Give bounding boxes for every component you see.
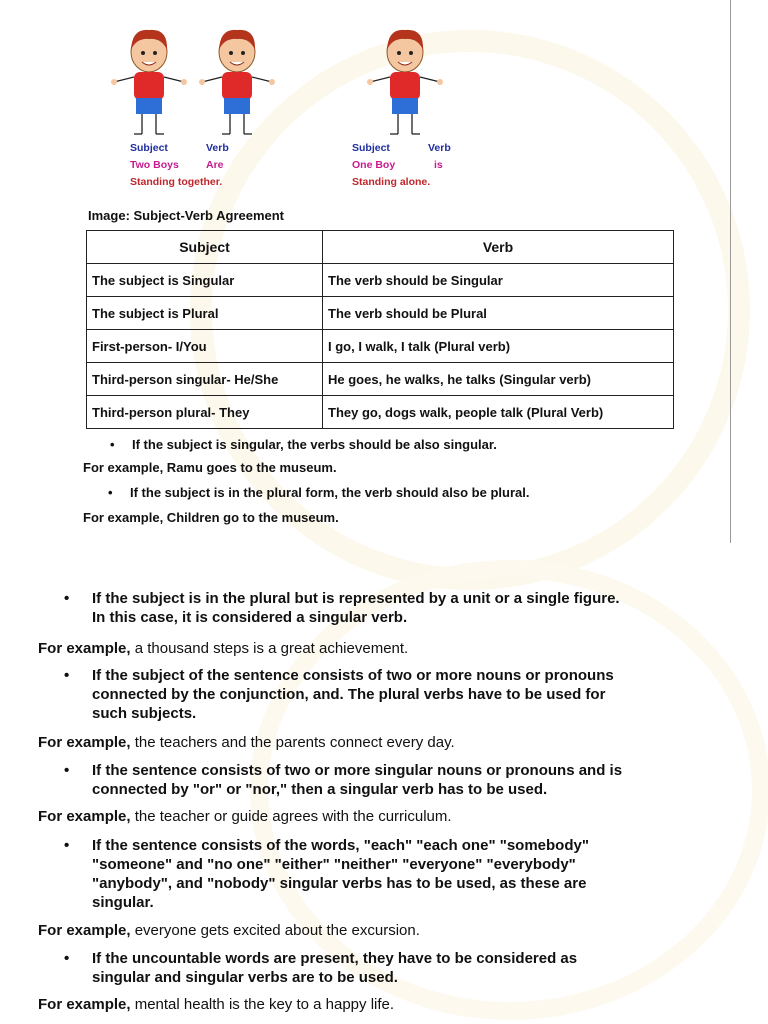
table-cell: They go, dogs walk, people talk (Plural Verb)	[323, 396, 674, 429]
table-header: Verb	[323, 231, 674, 264]
boy-illustration	[192, 22, 282, 142]
table-cell: The verb should be Singular	[323, 264, 674, 297]
table-cell: First-person- I/You	[87, 330, 323, 363]
page-edge-line	[730, 0, 731, 543]
bullet-dot-icon: •	[64, 667, 70, 684]
table-cell: Third-person plural- They	[87, 396, 323, 429]
table-cell: He goes, he walks, he talks (Singular verb)	[323, 363, 674, 396]
rule-example: For example, the teachers and the parents connect every day.	[38, 734, 455, 751]
left-illustration-caption	[130, 140, 229, 191]
table-row	[87, 264, 674, 297]
table-row	[87, 396, 674, 429]
subject-verb-table	[86, 230, 674, 429]
table-cell: The verb should be Plural	[323, 297, 674, 330]
illustration-note: Standing together.	[130, 176, 223, 188]
table-header: Subject	[87, 231, 323, 264]
subject-value: Two Boys	[130, 159, 179, 171]
verb-label: Verb	[206, 142, 229, 154]
figure-caption: Image: Subject-Verb Agreement	[88, 208, 285, 223]
rule-bullet: • If the subject is in the plural form, the verb should also be plural.	[130, 485, 529, 500]
rule-bullet: • If the sentence consists of two or more singular nouns or pronouns and is connected by "or" or "nor," then a singular verb has to be used.	[64, 762, 623, 798]
rule-example: For example, everyone gets excited about the excursion.	[38, 922, 420, 939]
bullet-dot-icon: •	[64, 837, 70, 854]
right-illustration-caption	[352, 140, 451, 191]
table-cell: The subject is Plural	[87, 297, 323, 330]
rule-bullet: • If the sentence consists of the words, "each" "each one" "somebody" "someone" and "no one" "either" "neither" "everyone" "everybody" "anybody", and "nobody" singular verbs has to be used, as these are singular.	[64, 837, 589, 911]
rule-example: For example, the teacher or guide agrees with the curriculum.	[38, 808, 452, 825]
table-header-row	[87, 231, 674, 264]
rule-bullet: • If the subject of the sentence consists of two or more nouns or pronouns connected by the conjunction, and. The plural verbs have to be used for such subjects.	[64, 667, 614, 722]
table-cell: The subject is Singular	[87, 264, 323, 297]
table-row	[87, 330, 674, 363]
illustration-note: Standing alone.	[352, 176, 431, 188]
rule-bullet: • If the subject is in the plural but is represented by a unit or a single figure. In this case, it is considered a singular verb.	[64, 590, 620, 626]
boy-illustration	[360, 22, 450, 142]
subject-label: Subject	[352, 142, 390, 154]
rule-example: For example, mental health is the key to a happy life.	[38, 996, 395, 1013]
verb-value: Are	[206, 159, 224, 171]
verb-label: Verb	[428, 142, 451, 154]
subject-label: Subject	[130, 142, 168, 154]
bullet-dot-icon: •	[64, 762, 70, 779]
rule-bullet: • If the subject is singular, the verbs should be also singular.	[132, 437, 497, 452]
rule-example: For example, Children go to the museum.	[83, 510, 339, 525]
rule-example: For example, a thousand steps is a great achievement.	[38, 640, 409, 657]
bullet-dot-icon: •	[64, 590, 70, 607]
rule-bullet: • If the uncountable words are present, they have to be considered as singular and singular verbs are to be used.	[64, 950, 578, 986]
table-cell: I go, I walk, I talk (Plural verb)	[323, 330, 674, 363]
bullet-dot-icon: •	[64, 950, 70, 967]
boy-illustration	[104, 22, 194, 142]
subject-value: One Boy	[352, 159, 396, 171]
verb-value: is	[434, 159, 443, 171]
table-cell: Third-person singular- He/She	[87, 363, 323, 396]
rule-example: For example, Ramu goes to the museum.	[83, 460, 337, 475]
table-row	[87, 363, 674, 396]
table-row	[87, 297, 674, 330]
